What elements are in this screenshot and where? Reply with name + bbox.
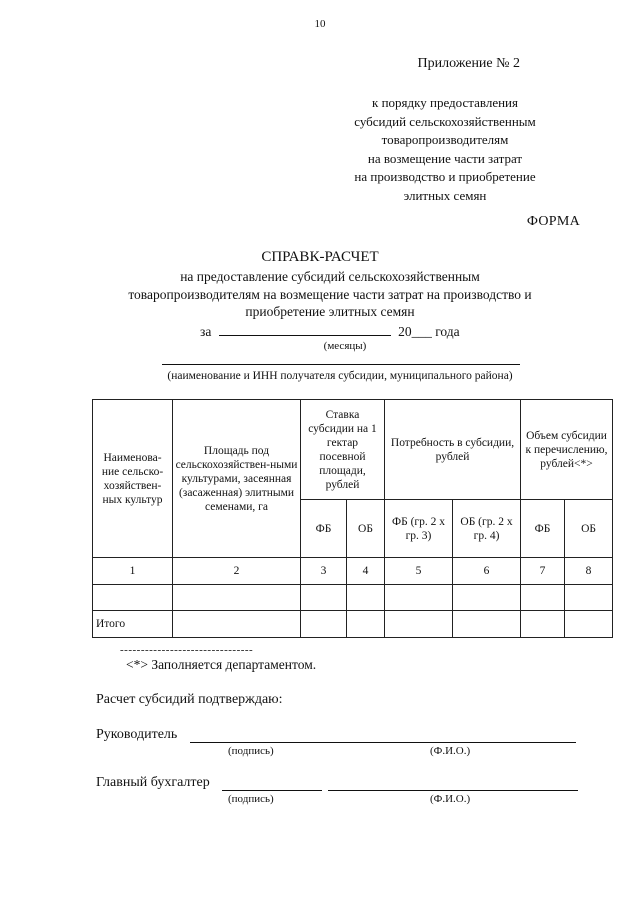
annex-line: к порядку предоставления [372,95,518,110]
table-cell[interactable] [301,611,347,638]
annex-description [330,94,560,205]
header-rate: Ставка субсидии на 1 гектар посевной площади, рублей [301,400,385,500]
column-number: 1 [93,558,173,585]
column-number: 7 [521,558,565,585]
table-cell[interactable] [565,611,613,638]
subtitle-line: приобретение элитных семян [245,304,415,319]
accountant-name-hint: (Ф.И.О.) [430,793,471,805]
recipient-hint: (наименование и ИНН получателя субсидии, муниципального района) [167,370,513,382]
period-year: 20___ года [398,324,460,339]
table-cell[interactable] [173,585,301,611]
total-row [93,611,613,638]
footnote-separator: -------------------------------- [120,644,254,656]
table-cell[interactable] [173,611,301,638]
months-hint: (месяцы) [323,340,367,352]
table-cell[interactable] [521,585,565,611]
confirm-text: Расчет субсидий подтверждаю: [96,692,283,707]
header-transfer: Объем субсидии к перечислению, рублей<*> [521,400,613,500]
annex-line: на производство и приобретение [354,169,536,184]
subtitle-line: товаропроизводителям на возмещение части затрат на производство и [128,286,532,302]
period-field [200,323,460,340]
column-number-row [93,558,613,585]
table-cell[interactable] [93,585,173,611]
column-number: 3 [301,558,347,585]
subheader-transfer-fb: ФБ [521,500,565,558]
form-label: ФОРМА [526,214,580,229]
annex-title: Приложение № 2 [417,56,520,71]
accountant-name-line[interactable] [328,790,578,791]
table-cell[interactable] [521,611,565,638]
table-cell[interactable] [385,611,453,638]
subsidy-table [92,399,613,638]
table-cell[interactable] [347,585,385,611]
subheader-need-ob: ОБ (гр. 2 х гр. 4) [453,500,521,558]
document-subtitle [90,268,570,321]
footnote-text: <*> Заполняется департаментом. [126,657,317,672]
header-need: Потребность в субсидии, рублей [385,400,521,500]
head-signature-hint: (подпись) [228,745,274,757]
period-prefix: за [200,324,212,339]
accountant-signature-line[interactable] [222,790,322,791]
head-name-hint: (Ф.И.О.) [430,745,471,757]
table-row [93,585,613,611]
head-label: Руководитель [96,727,178,742]
annex-line: товаропроизводителям [381,132,509,147]
subheader-rate-ob: ОБ [347,500,385,558]
document-title: СПРАВК-РАСЧЕТ [261,249,379,265]
table-cell[interactable] [453,585,521,611]
annex-line: на возмещение части затрат [367,150,523,166]
recipient-blank-line[interactable] [162,364,520,365]
subheader-transfer-ob: ОБ [565,500,613,558]
subheader-need-fb: ФБ (гр. 2 х гр. 3) [385,500,453,558]
accountant-signature-hint: (подпись) [228,793,274,805]
header-area: Площадь под сельскохозяйствен-ными культурами, засеянная (засаженная) элитными семенами, га [173,400,301,558]
table-cell[interactable] [565,585,613,611]
column-number: 5 [385,558,453,585]
head-signature-line[interactable] [190,742,576,743]
subtitle-line: на предоставление субсидий сельскохозяйственным [180,269,480,284]
column-number: 6 [453,558,521,585]
table-cell[interactable] [453,611,521,638]
total-label: Итого [93,611,173,638]
table-cell[interactable] [301,585,347,611]
annex-line: элитных семян [403,187,487,203]
table-cell[interactable] [385,585,453,611]
months-blank-line[interactable] [219,323,391,336]
table-cell[interactable] [347,611,385,638]
column-number: 8 [565,558,613,585]
annex-line: субсидий сельскохозяйственным [354,113,536,129]
subheader-rate-fb: ФБ [301,500,347,558]
column-number: 2 [173,558,301,585]
column-number: 4 [347,558,385,585]
page-number: 10 [314,18,326,30]
accountant-label: Главный бухгалтер [96,775,210,790]
header-crops: Наименова-ние сельско-хозяйствен-ных культур [93,400,173,558]
